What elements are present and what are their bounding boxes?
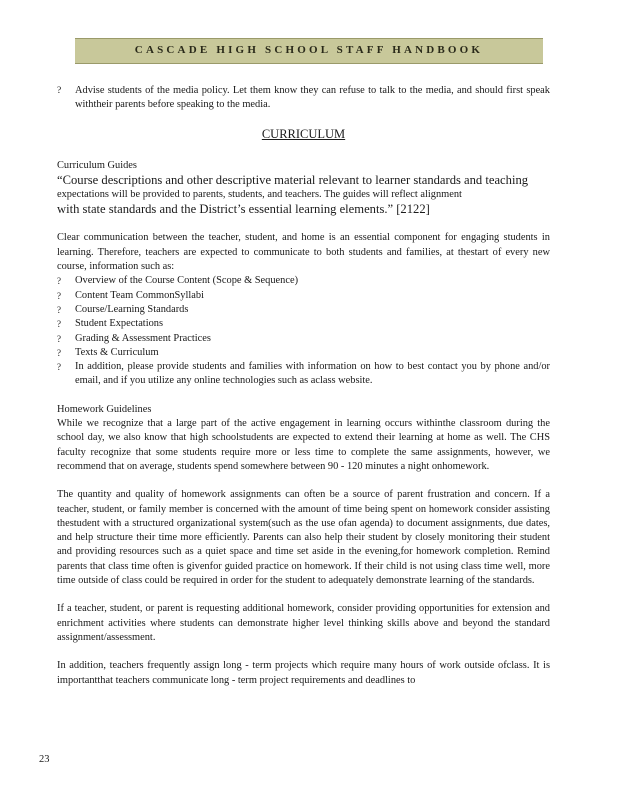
list-item-text: Student Expectations (75, 318, 164, 330)
communication-intro: Clear communication between the teacher, student, and home is an essential component for engaging students in learning. Therefore, teachers are expected to communicate to both students and families, at thestart of every new course, information such as: (57, 232, 550, 273)
list-item (57, 332, 550, 346)
bullet-glyph: ? (57, 304, 61, 315)
homework-guidelines-label: Homework Guidelines (57, 403, 152, 415)
curriculum-guides-quote-close: with state standards and the District’s essential learning elements.” [2122] (57, 202, 430, 217)
bullet-glyph: ? (57, 86, 62, 96)
list-item-text: Course/Learning Standards (75, 303, 189, 315)
list-item (57, 346, 550, 360)
curriculum-guides-label: Curriculum Guides (57, 159, 137, 171)
bullet-glyph: ? (57, 347, 61, 358)
page-number: 23 (39, 754, 50, 765)
section-title-curriculum: CURRICULUM (261, 126, 346, 141)
spacer (57, 588, 550, 602)
curriculum-guides-quote-open: “Course descriptions and other descriptive material relevant to learner standards and teaching (57, 173, 529, 188)
bullet-glyph: ? (57, 362, 61, 373)
handbook-header-band (75, 38, 543, 64)
list-item-text: Overview of the Course Content (Scope & Sequence) (75, 275, 299, 287)
spacer (57, 217, 550, 231)
list-item (57, 303, 550, 317)
homework-paragraph-1: While we recognize that a large part of the active engagement in learning occurs withinthe classroom during the school day, we also know that high schoolstudents are expected to extend their learning at home as well. The CHS faculty recognize that some students require more or less time to complete the same assignments, however, we recommend that on average, students spend somewhere between 90 - 120 minutes a night onhomework. (57, 418, 550, 472)
spacer (57, 389, 550, 403)
list-item (57, 317, 550, 331)
homework-paragraph-4: In addition, teachers frequently assign long - term projects which require many hours of work outside ofclass. It is importantthat teachers communicate long - term project requirements and deadlines to (57, 660, 550, 686)
page-content (57, 84, 550, 688)
list-item-text: Texts & Curriculum (75, 346, 159, 358)
bullet-glyph: ? (57, 290, 61, 301)
list-item-text: In addition, please provide students and families with information on how to best contact you by phone and/or email, and if you utilize any online technologies such as aclass website. (75, 361, 550, 387)
spacer (57, 474, 550, 488)
handbook-title: CASCADE HIGH SCHOOL STAFF HANDBOOK (134, 44, 484, 56)
list-item (57, 360, 550, 389)
list-item (57, 274, 550, 288)
list-item (57, 289, 550, 303)
homework-paragraph-3: If a teacher, student, or parent is requesting additional homework, consider providing opportunities for extension and enrichment activities where students can demonstrate higher level thinking skills above and beyond the standard assignment/assessment. (57, 603, 550, 643)
homework-paragraph-2: The quantity and quality of homework assignments can often be a source of parent frustration and concern. If a teacher, student, or family member is concerned with the amount of time being spent on homework consider assisting thestudent with a structured organizational system(such as the use ofan agenda) to document assignments, due dates, and help structure their time more efficiently. Parents can also help their student by closely monitoring their student and providing resources such as a quiet space and time set aside in the evening,for homework completion. Remind parents that class time often is givenfor guided practice on homework. If their child is not using class time well, more time outside of class could be required in order for the student to adequately demonstrate learning of the standards. (57, 489, 550, 587)
bullet-glyph: ? (57, 276, 61, 287)
communication-list (57, 274, 550, 388)
bullet-glyph: ? (57, 319, 61, 330)
media-policy-bullet (57, 84, 550, 113)
bullet-glyph: ? (57, 333, 61, 344)
list-item-text: Grading & Assessment Practices (75, 332, 211, 344)
list-item-text: Content Team CommonSyllabi (75, 289, 204, 301)
spacer (57, 645, 550, 659)
media-policy-text: Advise students of the media policy. Let them know they can refuse to talk to the media, and should first speak withtheir parents before speaking to the media. (75, 85, 550, 111)
curriculum-guides-middle: expectations will be provided to parents, students, and teachers. The guides will reflect alignment (57, 189, 462, 201)
